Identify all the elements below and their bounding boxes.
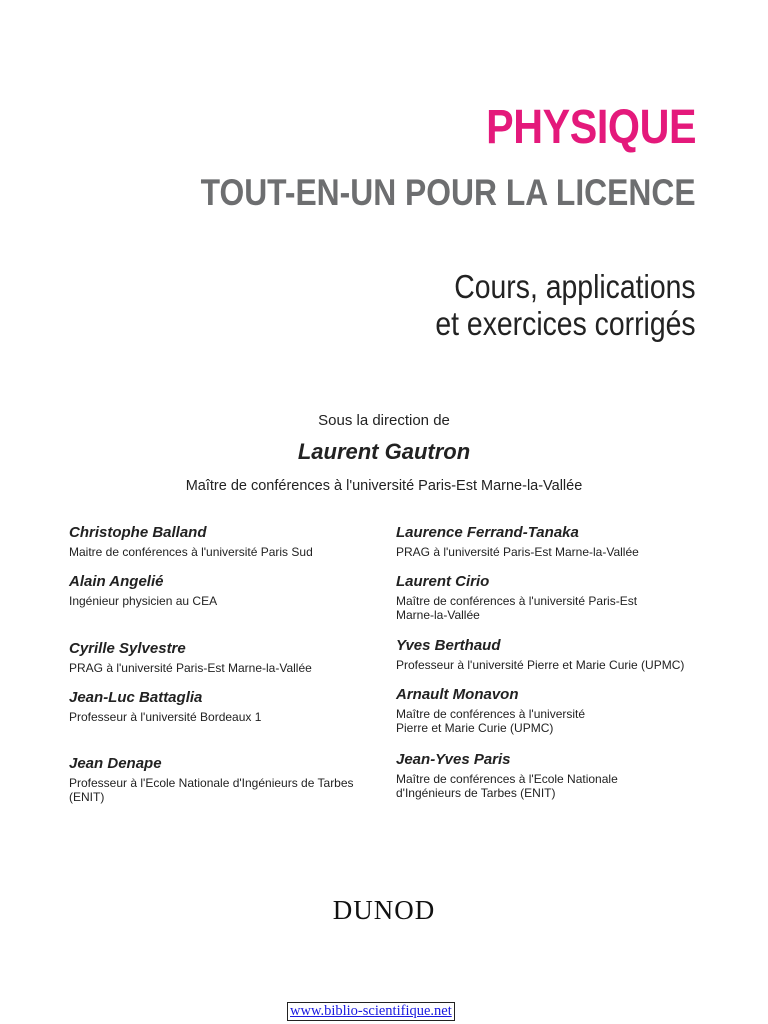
author-role: Maitre de conférences à l'université Paris Sud: [69, 545, 313, 559]
book-description: [436, 268, 696, 342]
direction-label: Sous la direction de: [318, 412, 450, 429]
author-name: Jean Denape: [69, 755, 162, 772]
website-link[interactable]: www.biblio-scientifique.net: [287, 1002, 455, 1021]
author-name: Arnault Monavon: [396, 686, 519, 703]
author-role: Maître de conférences à l'Ecole Nationale d'Ingénieurs de Tarbes (ENIT): [396, 772, 618, 800]
author-role: PRAG à l'université Paris-Est Marne-la-Vallée: [69, 661, 312, 675]
author-entry: [396, 637, 716, 672]
author-name: Christophe Balland: [69, 524, 207, 541]
description-line-2: et exercices corrigés: [435, 305, 696, 342]
director-role: Maître de conférences à l'université Paris-Est Marne-la-Vallée: [185, 478, 583, 494]
author-entry: [69, 573, 389, 608]
author-role: PRAG à l'université Paris-Est Marne-la-Vallée: [396, 545, 639, 559]
author-role: Professeur à l'université Pierre et Marie Curie (UPMC): [396, 658, 685, 672]
description-line-1: Cours, applications: [454, 268, 696, 305]
author-entry: [396, 686, 716, 735]
author-name: Laurence Ferrand-Tanaka: [396, 524, 579, 541]
author-entry: [396, 524, 716, 559]
author-role: Professeur à l'Ecole Nationale d'Ingénieurs de Tarbes (ENIT): [69, 776, 354, 804]
author-entry: [396, 751, 716, 800]
book-title: PHYSIQUE: [486, 101, 696, 154]
author-role: Ingénieur physicien au CEA: [69, 594, 218, 608]
author-name: Laurent Cirio: [396, 573, 490, 590]
author-entry: [396, 573, 716, 622]
author-name: Alain Angelié: [69, 573, 164, 590]
author-role: Maître de conférences à l'université Paris-Est Marne-la-Vallée: [396, 594, 638, 622]
author-role: Maître de conférences à l'université Pierre et Marie Curie (UPMC): [396, 707, 586, 735]
author-name: Yves Berthaud: [396, 637, 501, 654]
author-entry: [69, 640, 389, 675]
publisher-logo: DUNOD: [332, 895, 436, 925]
author-entry: [69, 755, 389, 804]
author-name: Jean-Yves Paris: [396, 751, 511, 768]
director-name: Laurent Gautron: [297, 439, 471, 464]
author-entry: [69, 524, 389, 559]
book-subtitle: TOUT-EN-UN POUR LA LICENCE: [201, 172, 696, 213]
author-name: Jean-Luc Battaglia: [69, 689, 203, 706]
author-entry: [69, 689, 389, 724]
author-role: Professeur à l'université Bordeaux 1: [69, 710, 262, 724]
author-name: Cyrille Sylvestre: [69, 640, 186, 657]
